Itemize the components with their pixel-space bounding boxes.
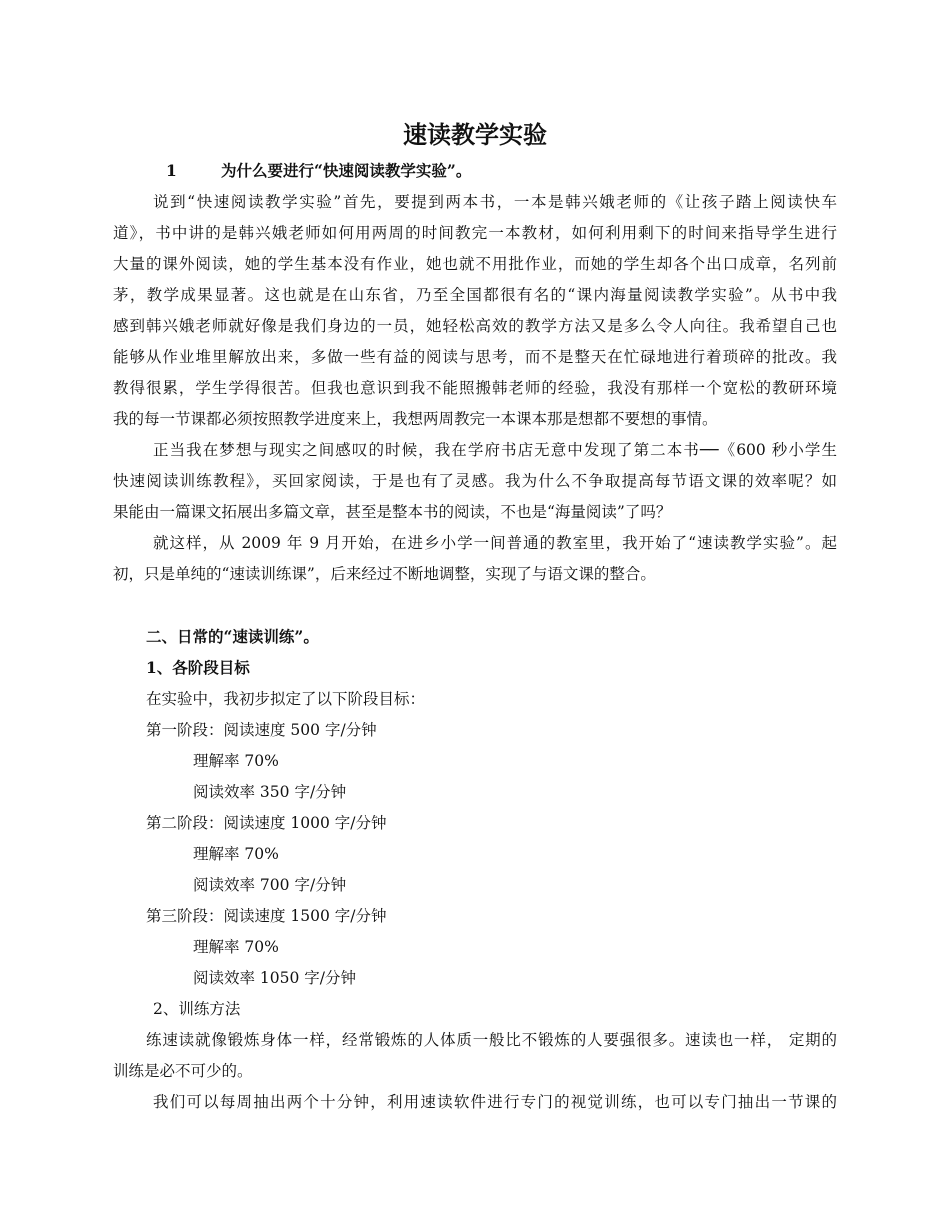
paragraph-line: 果能由一篇课文拓展出多篇文章，甚至是整本书的阅读，不也是“海量阅读”了吗？ (113, 503, 672, 521)
stage-label: 第一阶段：阅读速度 500 字/分钟 (146, 721, 377, 739)
paragraph-line: 练速读就像锻炼身体一样，经常锻炼的人体质一般比不锻炼的人要强很多。速读也一样， 定期的 (146, 1031, 837, 1049)
paragraph-line: 教得很累，学生学得很苦。但我也意识到我不能照搬韩老师的经验，我没有那样一个宽松的教研环境 (113, 379, 837, 397)
paragraph-line: 道》，书中讲的是韩兴娥老师如何用两周的时间教完一本教材，如何利用剩下的时间来指导学生进行 (113, 224, 837, 242)
intro-line: 在实验中，我初步拟定了以下阶段目标： (146, 690, 426, 708)
stage-efficiency: 阅读效率 1050 字/分钟 (193, 969, 357, 987)
paragraph-line: 快速阅读训练教程》，买回家阅读，于是也有了灵感。我为什么不争取提高每节语文课的效率呢？如 (113, 472, 837, 490)
paragraph-line: 正当我在梦想与现实之间感叹的时候，我在学府书店无意中发现了第二本书──《600 秒小学生 (153, 441, 837, 459)
paragraph-line: 说到“快速阅读教学实验”首先，要提到两本书，一本是韩兴娥老师的《让孩子踏上阅读快车 (153, 193, 837, 211)
paragraph-line: 就这样，从 2009 年 9 月开始，在进乡小学一间普通的教室里，我开始了“速读教学实验”。起 (153, 534, 837, 552)
stage-efficiency: 阅读效率 350 字/分钟 (193, 783, 347, 801)
stage-rate: 理解率 70% (193, 752, 279, 770)
section1-number: 1 (166, 161, 177, 180)
paragraph-line: 茅，教学成果显著。这也就是在山东省，乃至全国都很有名的“课内海量阅读教学实验”。从书中我 (113, 286, 837, 304)
subsection-heading: 2、训练方法 (153, 1000, 241, 1018)
stage-efficiency: 阅读效率 700 字/分钟 (193, 876, 347, 894)
paragraph-line: 我们可以每周抽出两个十分钟，利用速读软件进行专门的视觉训练，也可以专门抽出一节课的 (153, 1093, 837, 1111)
stage-rate: 理解率 70% (193, 845, 279, 863)
section2-heading: 二、日常的“速读训练”。 (146, 627, 319, 646)
page-title: 速读教学实验 (403, 120, 547, 149)
stage-label: 第三阶段：阅读速度 1500 字/分钟 (146, 907, 387, 925)
stage-label: 第二阶段：阅读速度 1000 字/分钟 (146, 814, 387, 832)
section1-heading: 为什么要进行“快速阅读教学实验”。 (221, 161, 472, 180)
paragraph-line: 大量的课外阅读，她的学生基本没有作业，她也就不用批作业，而她的学生却各个出口成章，名列前 (113, 255, 837, 273)
paragraph-line: 感到韩兴娥老师就好像是我们身边的一员，她轻松高效的教学方法又是多么令人向往。我希望自己也 (113, 317, 837, 335)
paragraph-line: 训练是必不可少的。 (113, 1062, 253, 1080)
paragraph-line: 我的每一节课都必须按照教学进度来上，我想两周教完一本课本那是想都不要想的事情。 (113, 410, 718, 428)
paragraph-line: 初，只是单纯的“速读训练课”，后来经过不断地调整，实现了与语文课的整合。 (113, 565, 656, 583)
paragraph-line: 能够从作业堆里解放出来，多做一些有益的阅读与思考，而不是整天在忙碌地进行着琐碎的批改。我 (113, 348, 837, 366)
stage-rate: 理解率 70% (193, 938, 279, 956)
subsection-heading: 1、各阶段目标 (146, 658, 250, 677)
